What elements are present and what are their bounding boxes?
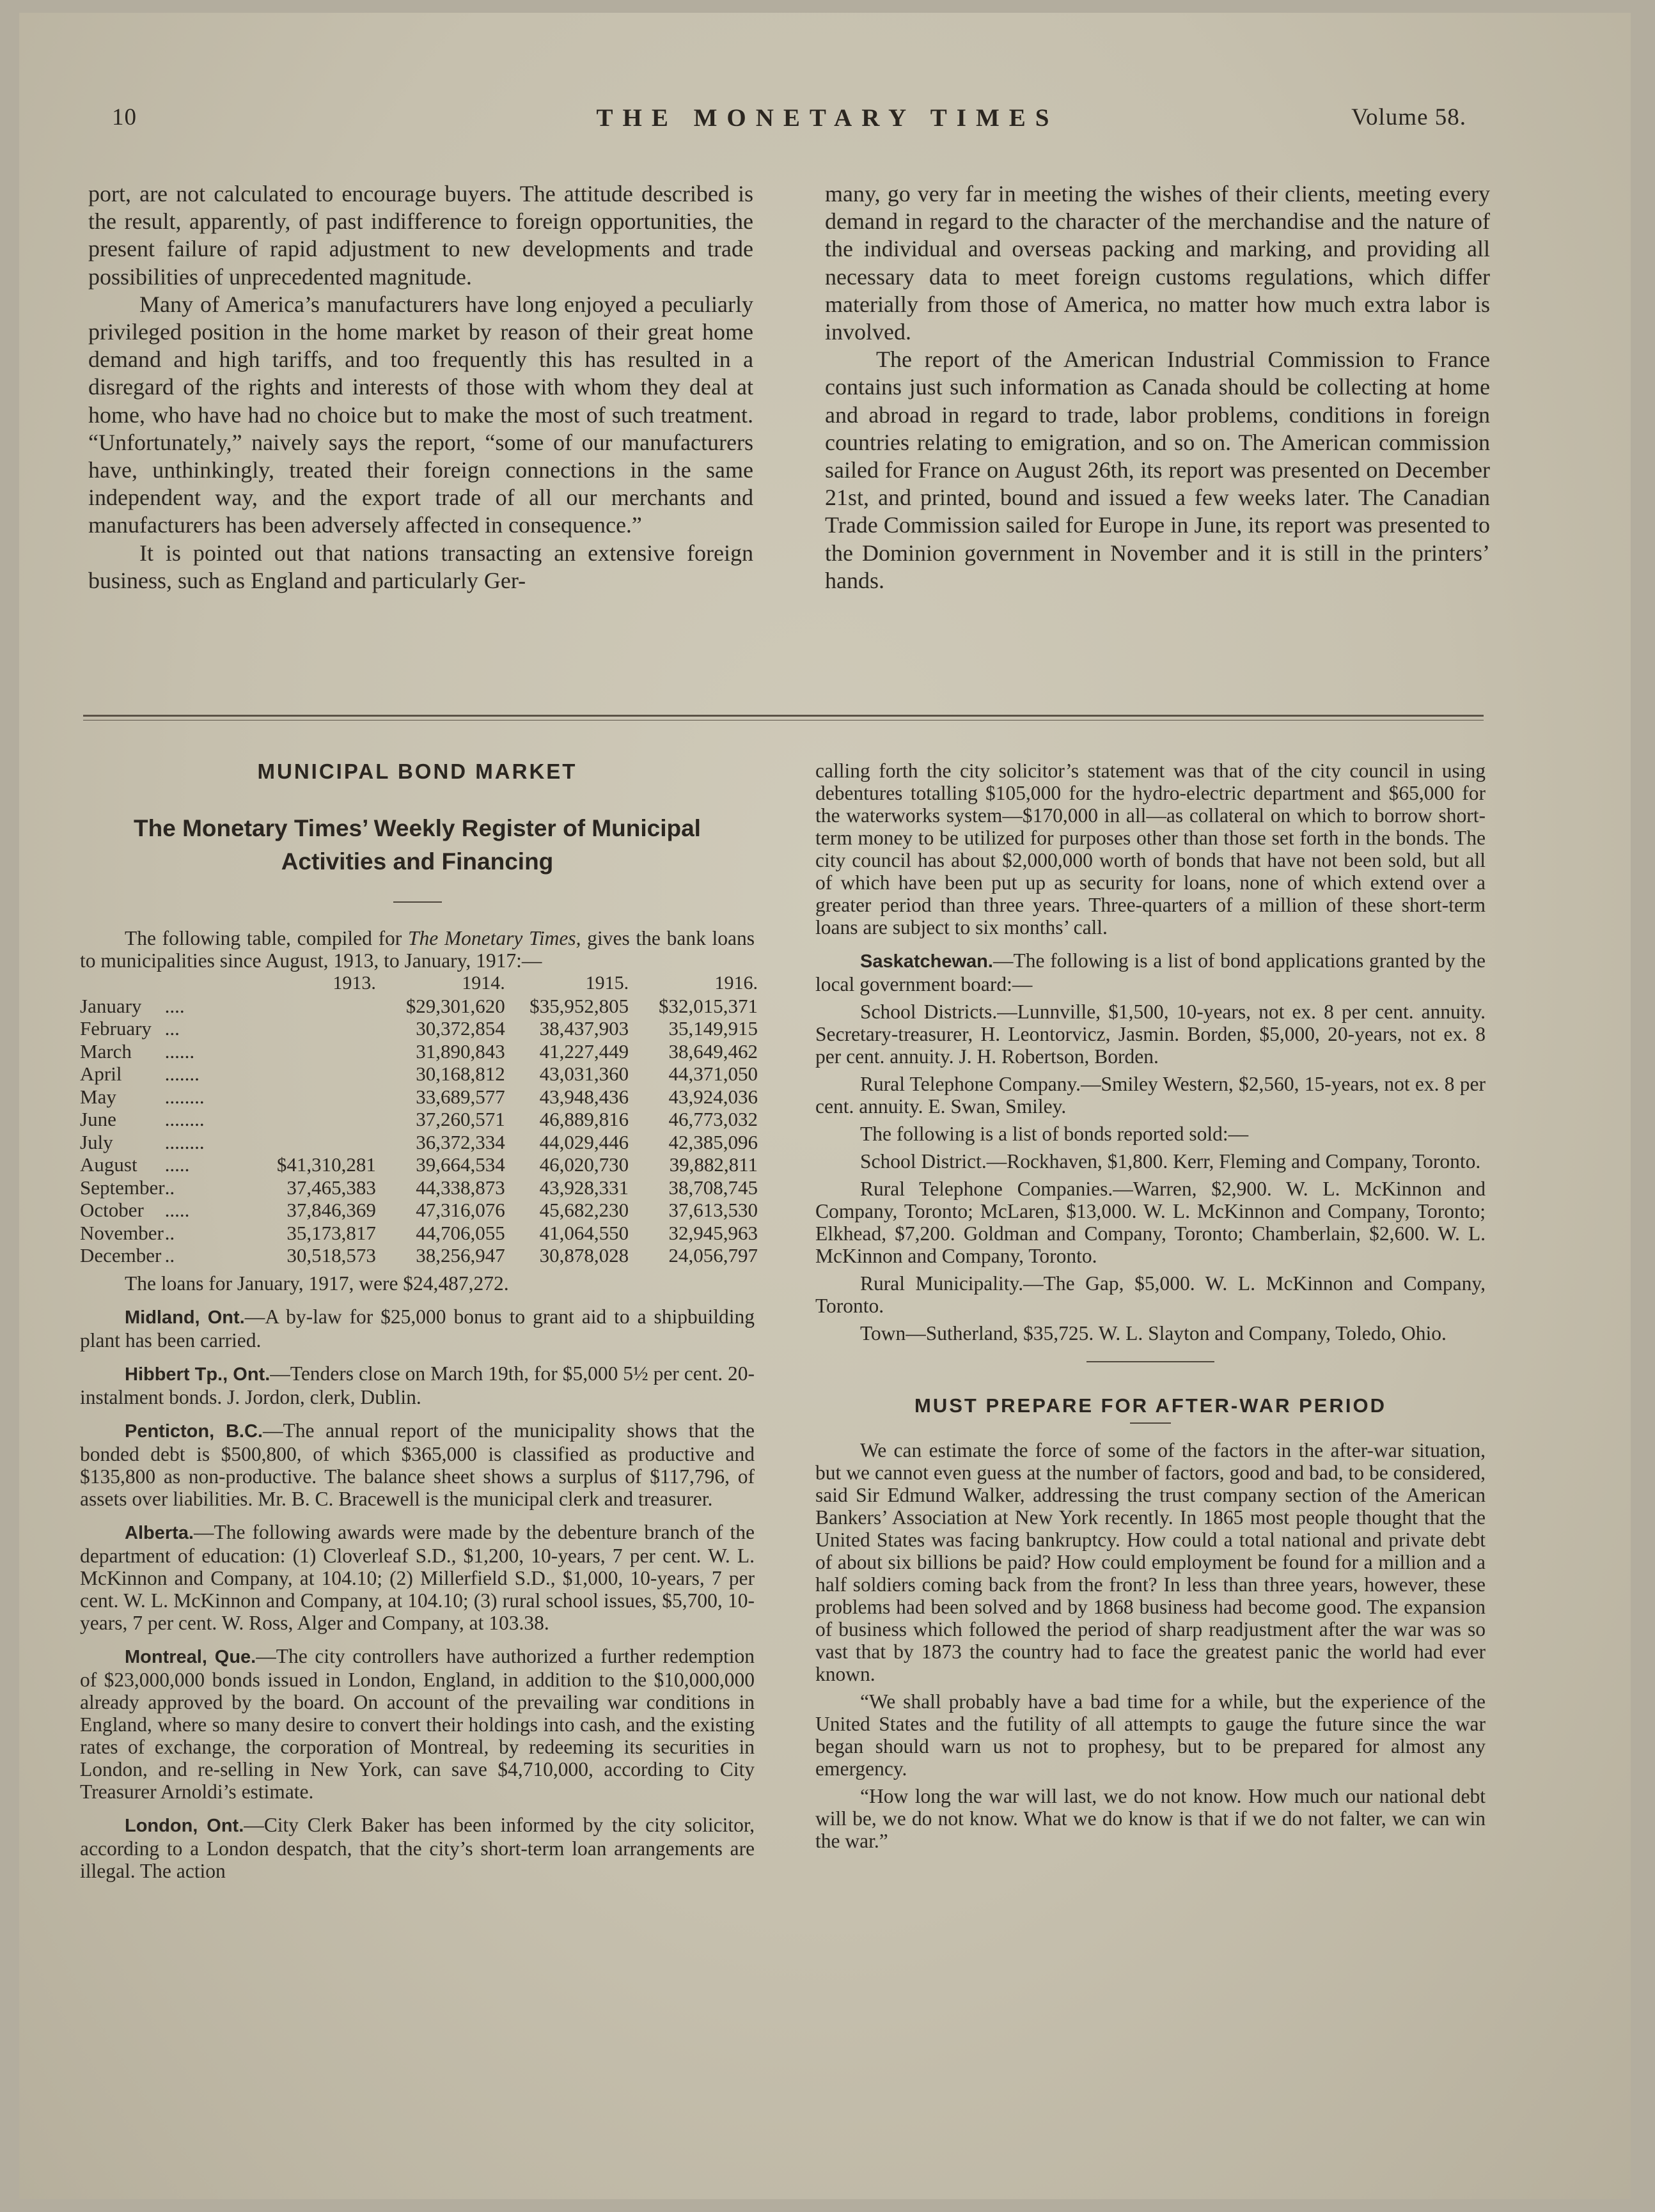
value-1914: 44,338,873 bbox=[416, 1176, 505, 1199]
value-1915: 43,928,331 bbox=[539, 1176, 629, 1199]
section-subtitle: The Monetary Times’ Weekly Register of Municipal Activities and Financing bbox=[134, 815, 701, 875]
leader-dots: ..... bbox=[164, 1153, 190, 1176]
january-total: The loans for January, 1917, were $24,487,272. bbox=[125, 1272, 509, 1295]
leader-dots: ..... bbox=[164, 1199, 190, 1221]
bond-entry: Rural Telephone Companies.—Warren, $2,900. W. L. McKinnon and Company, Toronto; McLaren, $13,000. W. L. McKinnon and Company, Toronto; Elkhead, $7,200. Goldman and Company, Toronto; Chamberlain, $2,600. W. L. McKinnon and Company, Toronto. bbox=[815, 1178, 1486, 1267]
value-1915: 41,064,550 bbox=[539, 1221, 629, 1244]
municipality-item: Montreal, Que.—The city controllers have authorized a further redemption of $23,000,000 bonds issued in London, England, in addition to the $10,000,000 already approved by the board. On account of the prevailing war conditions in England, where so many desire to convert their holdings into cash, and the existing rates of exchange, the corporation of Montreal, by redeeming its securities in London, and re-selling in New York, can save $4,710,000, according to City Treasurer Arnoldi’s estimate. bbox=[80, 1644, 755, 1803]
bond-entry: School Districts.—Lunnville, $1,500, 10-years, not ex. 8 per cent. annuity. Secretary-treasurer, H. Leontorvicz, Jasmin. Borden, $5,000, 20-years, not ex. 8 per cent. annuity. J. H. Robertson, Borden. bbox=[815, 1001, 1486, 1068]
leader-dots: ....... bbox=[164, 1063, 200, 1085]
value-1915: 43,948,436 bbox=[539, 1085, 629, 1108]
top-article-right-column bbox=[825, 180, 1490, 595]
month-cell: December bbox=[80, 1244, 162, 1266]
section-title: MUNICIPAL BOND MARKET bbox=[257, 759, 577, 783]
short-divider bbox=[1086, 1361, 1214, 1362]
article-paragraph: Many of America’s manufacturers have long enjoyed a peculiarly privileged position in the home market by reason of their great home demand and high tariffs, and too frequently this has resulted in a disregard of the rights and interests of those with whom they deal at home, who have had no choice but to make the most of such treatment. “Unfortunately,” naively says the report, “some of our manufacturers have, unthinkingly, treated their foreign connections in the same independent way, and the export trade of all our merchants and manufacturers has been adversely affected in consequence.” bbox=[88, 291, 753, 538]
municipality-item: Penticton, B.C.—The annual report of the municipality shows that the bonded debt is $500,800, of which $365,000 is classified as productive and $135,800 as non-productive. The balance sheet shows a surplus of $117,796, of assets over liabilities. Mr. B. C. Bracewell is the municipal clerk and treasurer. bbox=[80, 1419, 755, 1510]
value-1916: 39,882,811 bbox=[669, 1153, 758, 1176]
table-row bbox=[80, 995, 758, 1018]
value-1915: 43,031,360 bbox=[539, 1063, 629, 1085]
bond-entry: Town—Sutherland, $35,725. W. L. Slayton and Company, Toledo, Ohio. bbox=[860, 1322, 1447, 1344]
leader-dots: ........ bbox=[164, 1108, 205, 1130]
value-1914: 33,689,577 bbox=[416, 1085, 505, 1108]
value-1913: 37,846,369 bbox=[286, 1199, 376, 1221]
table-row bbox=[80, 1063, 758, 1086]
month-cell: June bbox=[80, 1108, 116, 1130]
value-1913: $41,310,281 bbox=[276, 1153, 376, 1176]
value-1914: 30,168,812 bbox=[416, 1063, 505, 1085]
month-cell: March bbox=[80, 1040, 132, 1063]
value-1913 bbox=[250, 1108, 376, 1131]
leader-dots: .. bbox=[164, 1221, 175, 1244]
value-1915: 44,029,446 bbox=[539, 1130, 629, 1153]
value-1916: 32,945,963 bbox=[668, 1221, 758, 1244]
article-paragraph: “We shall probably have a bad time for a while, but the experience of the United States and the futility of all attempts to gauge the future since the war began should warn us not to prophesy, but to be prepared for almost any emergency. bbox=[815, 1690, 1486, 1780]
bond-entry: School District.—Rockhaven, $1,800. Kerr, Fleming and Company, Toronto. bbox=[860, 1150, 1481, 1172]
value-1916: 35,149,915 bbox=[668, 1017, 758, 1040]
bond-entry: The following is a list of bonds reported sold:— bbox=[860, 1123, 1249, 1145]
month-cell: January bbox=[80, 994, 142, 1017]
bond-entry: Rural Municipality.—The Gap, $5,000. W. L. McKinnon and Company, Toronto. bbox=[815, 1272, 1486, 1317]
value-1916: 44,371,050 bbox=[668, 1063, 758, 1085]
value-1914: 38,256,947 bbox=[416, 1244, 505, 1266]
article-paragraph: port, are not calculated to encourage buyers. The attitude described is the result, apparently, of past indifference to foreign opportunities, the present failure of rapid adjustment to new developments and trade possibilities of unprecedented magnitude. bbox=[88, 181, 753, 290]
year-header: 1916. bbox=[714, 972, 758, 993]
value-1916: 24,056,797 bbox=[668, 1244, 758, 1266]
table-row bbox=[80, 1176, 758, 1199]
municipality-item: Midland, Ont.—A by-law for $25,000 bonus to grant aid to a shipbuilding plant has been carried. bbox=[80, 1305, 755, 1351]
bond-entry: Rural Telephone Company.—Smiley Western, $2,560, 15-years, not ex. 8 per cent. annuity. E. Swan, Smiley. bbox=[815, 1073, 1486, 1118]
year-header: 1913. bbox=[333, 972, 376, 993]
value-1914: 47,316,076 bbox=[416, 1199, 505, 1221]
leader-dots: .. bbox=[164, 1244, 175, 1266]
year-header: 1914. bbox=[462, 972, 505, 993]
leader-dots: ........ bbox=[164, 1130, 205, 1153]
short-divider bbox=[1130, 1422, 1171, 1424]
value-1914: 44,706,055 bbox=[416, 1221, 505, 1244]
saskatchewan-item: Saskatchewan.—The following is a list of bond applications granted by the local government board:— bbox=[815, 949, 1486, 995]
value-1916: 42,385,096 bbox=[668, 1130, 758, 1153]
value-1913: 30,518,573 bbox=[286, 1244, 376, 1266]
year-header: 1915. bbox=[585, 972, 629, 993]
value-1916: 38,649,462 bbox=[668, 1040, 758, 1063]
municipal-right-column bbox=[815, 759, 1486, 1852]
table-row bbox=[80, 1153, 758, 1176]
value-1916: 38,708,745 bbox=[668, 1176, 758, 1199]
month-cell: November bbox=[80, 1221, 164, 1244]
municipality-item: Hibbert Tp., Ont.—Tenders close on March 19th, for $5,000 5½ per cent. 20-instalment bonds. J. Jordon, clerk, Dublin. bbox=[80, 1362, 755, 1408]
value-1915: 30,878,028 bbox=[539, 1244, 629, 1266]
value-1916: 46,773,032 bbox=[668, 1108, 758, 1130]
leader-dots: ...... bbox=[164, 1040, 195, 1063]
article-paragraph: many, go very far in meeting the wishes of their clients, meeting every demand in regard to the character of the merchandise and the nature of the individual and overseas packing and marking, and providing all necessary data to meet foreign customs regulations, which differ materially from those of America, no matter how much extra labor is involved. bbox=[825, 181, 1490, 345]
month-cell: February bbox=[80, 1017, 152, 1040]
municipality-item: Alberta.—The following awards were made by the debenture branch of the department of education: (1) Cloverleaf S.D., $1,200, 10-years, 7 per cent. W. L. McKinnon and Company, at 104.10; (2) Millerfield S.D., $1,000, 10-years, 7 per cent. W. L. McKinnon and Company, at 104.10; (3) rural school issues, $5,700, 10-years, 7 per cent. W. Ross, Alger and Company, at 103.38. bbox=[80, 1520, 755, 1634]
table-row bbox=[80, 1108, 758, 1131]
value-1914: $29,301,620 bbox=[405, 994, 505, 1017]
table-row bbox=[80, 1131, 758, 1154]
value-1913 bbox=[250, 1131, 376, 1154]
table-row bbox=[80, 1244, 758, 1267]
leader-dots: .... bbox=[164, 994, 185, 1017]
value-1914: 31,890,843 bbox=[416, 1040, 505, 1063]
masthead: THE MONETARY TIMES bbox=[596, 104, 1059, 132]
article-paragraph: It is pointed out that nations transacting an extensive foreign business, such as England and particularly Ger- bbox=[88, 540, 753, 593]
month-cell: September bbox=[80, 1176, 165, 1199]
leader-dots: ........ bbox=[164, 1085, 205, 1108]
month-cell: October bbox=[80, 1199, 144, 1221]
leader-dots: ... bbox=[164, 1017, 180, 1040]
value-1914: 30,372,854 bbox=[416, 1017, 505, 1040]
value-1915: 45,682,230 bbox=[539, 1199, 629, 1221]
value-1915: $35,952,805 bbox=[529, 994, 629, 1017]
value-1913 bbox=[250, 995, 376, 1018]
value-1914: 37,260,571 bbox=[416, 1108, 505, 1130]
value-1913: 35,173,817 bbox=[286, 1221, 376, 1244]
value-1913 bbox=[250, 1063, 376, 1086]
value-1916: $32,015,371 bbox=[659, 994, 758, 1017]
table-intro: The following table, compiled for The Monetary Times, gives the bank loans to municipalities since August, 1913, to January, 1917:— bbox=[80, 927, 755, 972]
value-1913 bbox=[250, 1017, 376, 1040]
article-paragraph: We can estimate the force of some of the factors in the after-war situation, but we cannot even guess at the number of factors, good and bad, to be considered, said Sir Edmund Walker, addressing the trust company section of the American Bankers’ Association at New York recently. In 1865 most people thought that the United States was facing bankruptcy. How could a total national and private debt of about six billions be paid? How could employment be found for a million and a half soldiers coming back from the front? In less than three years, however, these problems had been solved and by 1868 business had become good. The expansion of business which followed the period of sharp readjustment after the war was so vast that by 1873 the country had to face the greatest panic the world had ever known. bbox=[815, 1439, 1486, 1685]
table-row bbox=[80, 1199, 758, 1222]
volume-number: Volume 58. bbox=[1351, 104, 1466, 130]
month-cell: July bbox=[80, 1130, 113, 1153]
value-1916: 43,924,036 bbox=[668, 1085, 758, 1108]
value-1916: 37,613,530 bbox=[668, 1199, 758, 1221]
value-1913 bbox=[250, 1040, 376, 1063]
short-divider bbox=[393, 901, 442, 903]
section-title: MUST PREPARE FOR AFTER-WAR PERIOD bbox=[914, 1394, 1386, 1417]
table-row bbox=[80, 1040, 758, 1063]
table-header-row bbox=[80, 972, 758, 995]
month-cell: May bbox=[80, 1085, 116, 1108]
section-divider bbox=[83, 715, 1484, 720]
top-article-left-column bbox=[88, 180, 753, 595]
table-row bbox=[80, 1086, 758, 1109]
value-1913: 37,465,383 bbox=[286, 1176, 376, 1199]
month-cell: August bbox=[80, 1153, 137, 1176]
continued-paragraph: calling forth the city solicitor’s statement was that of the city council in using debentures totalling $105,000 for the hydro-electric department and $65,000 for the waterworks system—$170,000 in all—as collateral on which to borrow short-term money to be utilized for purposes other than those set forth in the bonds. The city council has about $2,000,000 worth of bonds that have not been sold, but all of which have been put up as security for loans, none of which extend over a greater period than three years. Three-quarters of a million of these short-term loans are subject to six months’ call. bbox=[815, 759, 1486, 939]
value-1915: 38,437,903 bbox=[539, 1017, 629, 1040]
page-number: 10 bbox=[112, 104, 137, 130]
value-1915: 46,020,730 bbox=[539, 1153, 629, 1176]
value-1914: 39,664,534 bbox=[416, 1153, 505, 1176]
article-paragraph: “How long the war will last, we do not know. How much our national debt will be, we do not know. What we do know is that if we do not falter, we can win the war.” bbox=[815, 1785, 1486, 1852]
loans-table bbox=[80, 972, 758, 1267]
municipal-bond-market-column bbox=[80, 759, 758, 1882]
value-1915: 41,227,449 bbox=[539, 1040, 629, 1063]
month-cell: April bbox=[80, 1063, 122, 1085]
article-paragraph: The report of the American Industrial Commission to France contains just such information as Canada should be collecting at home and abroad in regard to trade, labor problems, conditions in foreign countries relating to emigration, and so on. The American commission sailed for France on August 26th, its report was presented on December 21st, and printed, bound and issued a few weeks later. The Canadian Trade Commission sailed for Europe in June, its report was presented to the Dominion government in November and it is still in the printers’ hands. bbox=[825, 347, 1490, 593]
municipality-item: London, Ont.—City Clerk Baker has been informed by the city solicitor, according to a London despatch, that the city’s short-term loan arrangements are illegal. The action bbox=[80, 1813, 755, 1882]
table-row bbox=[80, 1017, 758, 1040]
value-1915: 46,889,816 bbox=[539, 1108, 629, 1130]
value-1914: 36,372,334 bbox=[416, 1130, 505, 1153]
leader-dots: .. bbox=[164, 1176, 175, 1199]
value-1913 bbox=[250, 1086, 376, 1109]
table-row bbox=[80, 1222, 758, 1245]
